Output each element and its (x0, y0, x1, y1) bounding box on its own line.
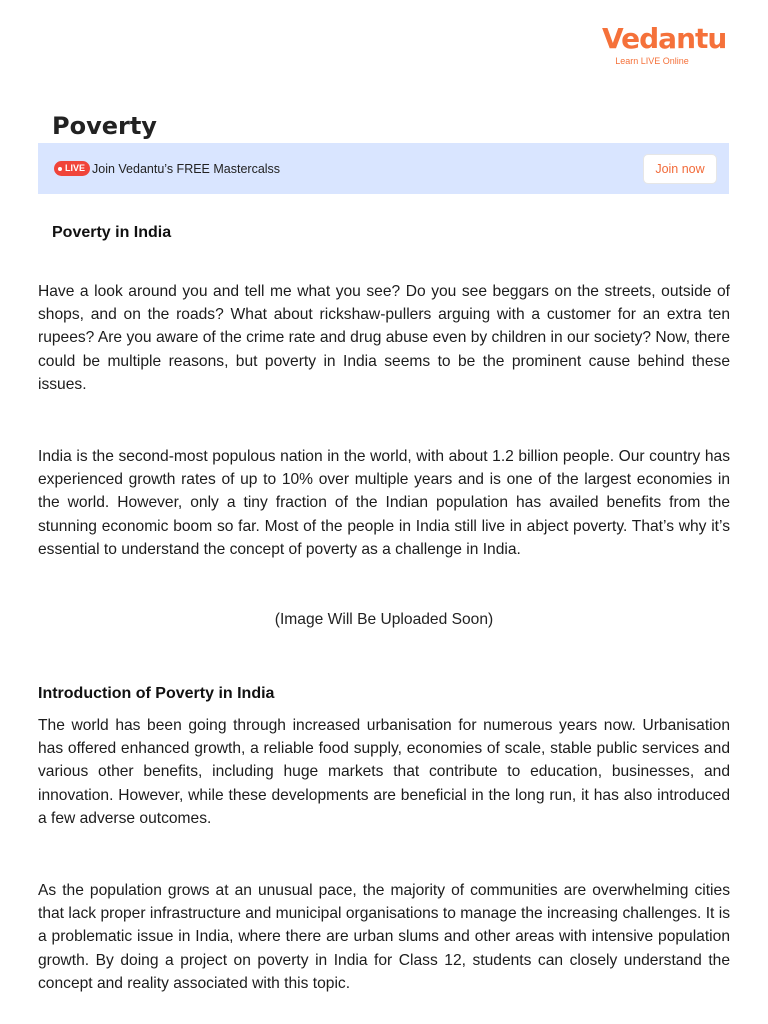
subheading-poverty-in-india: Poverty in India (52, 224, 172, 241)
logo-tagline: Learn LIVE Online (615, 56, 689, 66)
live-dot-icon (58, 167, 62, 171)
banner-text: Join Vedantu’s FREE Mastercalss (92, 162, 281, 176)
paragraph-population-growth: As the population grows at an unusual pace, the majority of communities are overwhelming cities that lack proper infrastructure and municipal organisations to manage the increasing challenges. It is a problematic issue in India, where there are urban slums and other areas with intensive population growth. By doing a project on poverty in India for Class 12, students can closely understand the concept and reality associated with this topic. (38, 882, 730, 992)
live-label: LIVE (65, 163, 86, 173)
vedantu-logo[interactable] (602, 22, 727, 66)
live-badge (54, 161, 90, 176)
paragraph-population: India is the second-most populous nation in the world, with about 1.2 billion people. Our country has experienced growth rates of up to 10% over multiple years and is one of the largest economies in the world. However, only a tiny fraction of the Indian population has availed benefits from the stunning economic boom so far. Most of the people in India still live in abject poverty. That’s why it’s essential to understand the concept of poverty as a challenge in India. (38, 448, 730, 558)
masterclass-banner (38, 143, 729, 194)
page-title: Poverty (52, 112, 157, 140)
join-now-button[interactable]: Join now (643, 154, 717, 184)
logo-wordmark: Vedantu (602, 22, 727, 55)
image-placeholder: (Image Will Be Uploaded Soon) (274, 611, 494, 628)
subheading-introduction: Introduction of Poverty in India (38, 685, 275, 702)
paragraph-intro: Have a look around you and tell me what you see? Do you see beggars on the streets, outside of shops, and on the roads? What about rickshaw-pullers arguing with a customer for an extra ten rupees? Are you aware of the crime rate and drug abuse even by children in our society? Now, there could be multiple reasons, but poverty in India seems to be the prominent cause behind these issues. (38, 283, 730, 393)
paragraph-urbanisation: The world has been going through increased urbanisation for numerous years now. Urbanisation has offered enhanced growth, a reliable food supply, economies of scale, stable public services and various other benefits, including huge markets that contribute to education, businesses, and innovation. However, while these developments are beneficial in the long run, it has also introduced a few adverse outcomes. (38, 717, 730, 827)
